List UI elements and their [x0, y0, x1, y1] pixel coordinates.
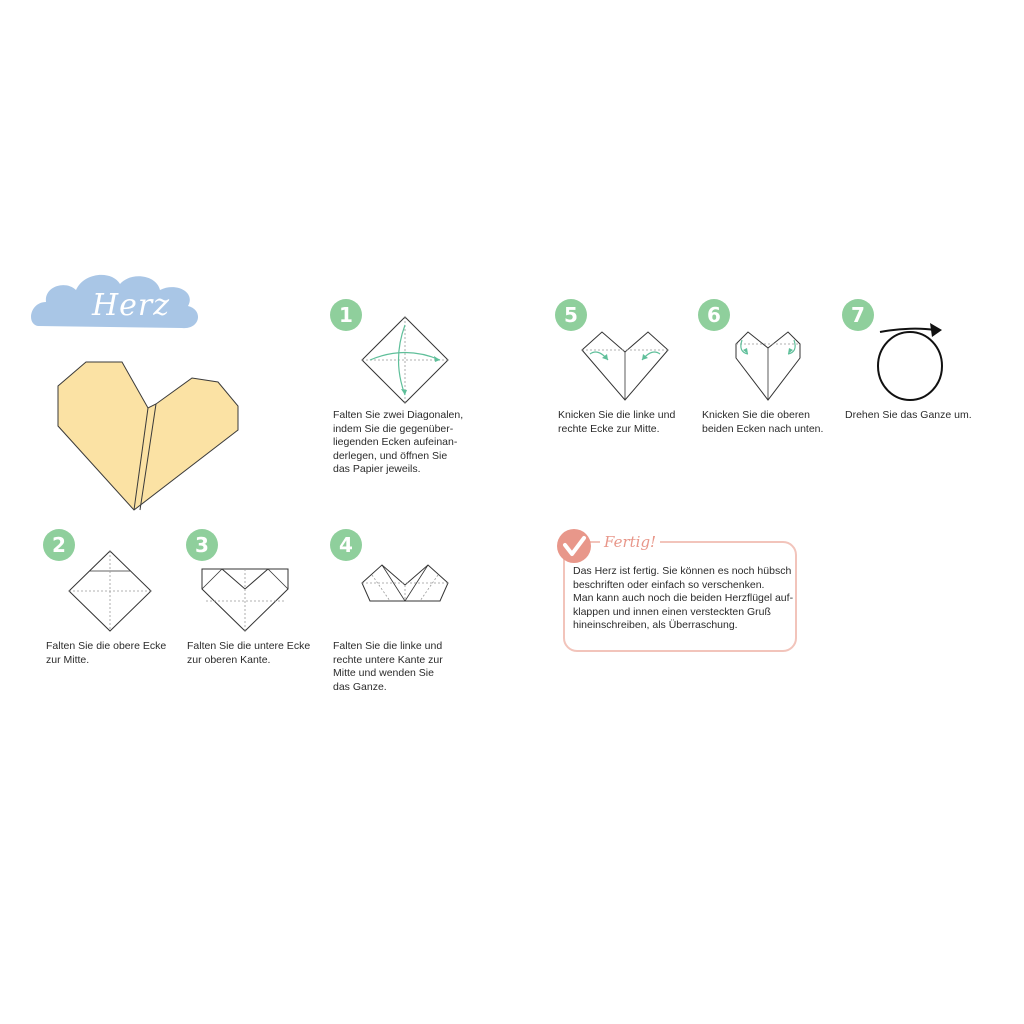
step-2-text: Falten Sie die obere Ecke zur Mitte.	[46, 640, 167, 666]
step-1-badge: 1	[330, 299, 362, 331]
step-7-badge: 7	[842, 299, 874, 331]
turn-over-icon	[872, 320, 948, 404]
step-4-diagram	[360, 563, 450, 605]
step-6-text: Knicken Sie die oberen beiden Ecken nach unten.	[702, 409, 824, 435]
step-2-badge: 2	[43, 529, 75, 561]
step-6-badge: 6	[698, 299, 730, 331]
checkmark-icon	[557, 529, 591, 563]
step-1-text: Falten Sie zwei Diagonalen, indem Sie die gegenüber- liegenden Ecken aufeinan- derlegen, und öffnen Sie das Papier jeweils.	[333, 409, 464, 476]
step-3-badge: 3	[186, 529, 218, 561]
page-title: Herz	[92, 288, 171, 323]
step-5-badge: 5	[555, 299, 587, 331]
step-5-text: Knicken Sie die linke und rechte Ecke zur Mitte.	[558, 409, 676, 435]
step-7-text: Drehen Sie das Ganze um.	[845, 409, 972, 421]
step-4-badge: 4	[330, 529, 362, 561]
finished-heart-illustration	[56, 360, 242, 514]
step-1-diagram	[360, 315, 450, 405]
step-6-diagram	[734, 330, 802, 402]
step-3-text: Falten Sie die untere Ecke zur oberen Kante.	[187, 640, 311, 666]
done-text: Das Herz ist fertig. Sie können es noch hübsch beschriften oder einfach so verschenken. Man kann auch noch die beiden Herzflügel auf- klappen und innen einen versteckten Gruß hineinschreiben, als Überraschung.	[573, 565, 794, 632]
step-3-diagram	[200, 563, 290, 633]
step-2-diagram	[67, 549, 153, 633]
step-5-diagram	[580, 330, 670, 402]
step-4-text: Falten Sie die linke und rechte untere Kante zur Mitte und wenden Sie das Ganze.	[333, 640, 443, 693]
done-title: Fertig!	[600, 533, 660, 551]
